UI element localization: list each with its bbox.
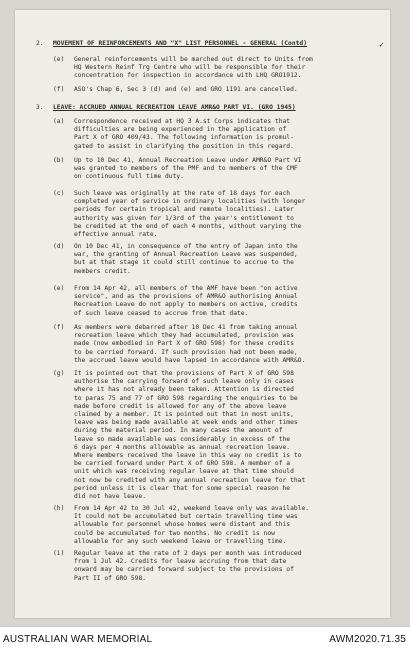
paragraph-line: on continuous full time duty. <box>74 173 184 181</box>
paragraph-label: (f) <box>53 324 65 331</box>
section-number: 2. <box>36 40 44 47</box>
paragraph-line: From 14 Apr 42 to 30 Jul 42, weekend leave only was available. <box>74 505 310 512</box>
paragraph-line: to be carried forward. If such provision had not been made, <box>74 348 298 356</box>
paragraph-line: period unless it is clear that for some special reason he <box>74 484 291 492</box>
paragraph-label: (d) <box>53 243 65 250</box>
paragraph-line: From 14 Apr 42, all members of the AMF have been "on active <box>74 285 298 292</box>
paragraph-line: recreation leave which they had accumulated, provision was <box>74 332 294 340</box>
paragraph-label: (g) <box>53 370 65 377</box>
paragraph-line: periods for certain tropical and remote localities). Later <box>74 206 294 214</box>
paragraph-line: As members were debarred after 10 Dec 41 from taking annual <box>74 324 298 331</box>
paragraph-label: (a) <box>53 118 65 125</box>
paragraph-line: members credit. <box>74 267 131 275</box>
paragraph-label: (f) <box>53 86 65 93</box>
paragraph-line: was granted to members of the PMF and to members of the CMF <box>74 165 298 173</box>
paragraph-line: be credited at the end of each 4 months, without varying the <box>74 222 302 230</box>
paragraph-line: ASO's Chap 6, Sec 3 (d) and (e) and GRO 1191 are cancelled. <box>74 86 298 93</box>
paragraph-line: General reinforcements will be marched out direct to Units from <box>74 56 313 63</box>
paragraph-line: during the material period. In many cases the amount of <box>74 427 283 435</box>
paragraph-label: (h) <box>53 505 65 512</box>
paragraph-line: onward may be carried forward subject to the provisions of <box>74 566 294 574</box>
paragraph-line: leave was being made available at week ends and other times <box>74 419 298 427</box>
paragraph-line: be carried forward under Part X of GRO 598. A member of a <box>74 460 291 468</box>
section-heading: MOVEMENT OF REINFORCEMENTS AND "X" LIST PERSONNEL - GENERAL (Contd) <box>53 40 308 47</box>
paragraph-line: allowable for any such weekend leave or travelling time. <box>74 537 287 545</box>
paragraph-line: Regular leave at the rate of 2 days per month was introduced <box>74 550 302 557</box>
paragraph-line: On 10 Dec 41, in consequence of the entry of Japan into the <box>74 243 298 250</box>
document-page <box>15 10 390 618</box>
paragraph-line: unit which was receiving regular leave at that time should <box>74 468 294 476</box>
paragraph-line: Correspondence received at HQ 3 A.st Corps indicates that <box>74 118 291 125</box>
paragraph-line: from 1 Jul 42. Credits for leave accruing from that date <box>74 558 287 566</box>
paragraph-line: to paras 75 and 77 of GRO 598 regarding the enquiries to be <box>74 394 298 402</box>
footer-institution: AUSTRALIAN WAR MEMORIAL <box>3 634 153 645</box>
paragraph-line: did not have leave. <box>74 493 147 500</box>
paragraph-line: made (now embodied in Part X of GRO 598) for these credits <box>74 340 294 348</box>
paragraph-line: made before credit is allowed for any of the above leave <box>74 402 287 410</box>
paragraph-label: (i) <box>53 550 65 557</box>
paragraph-label: (e) <box>53 285 65 292</box>
paragraph-line: concentration for inspection in accordance with LHQ GRO1912. <box>74 72 302 80</box>
paragraph-line: Recreation Leave do not apply to members on active, credits <box>74 301 298 309</box>
paragraph-line: Up to 10 Dec 41, Annual Recreation Leave under AMR&O Part VI <box>74 157 302 164</box>
paragraph-line: not now be credited with any annual recreation leave for that <box>74 476 306 484</box>
paragraph-line: Part II of GRO 598. <box>74 574 147 582</box>
paragraph-line: service", and as the provisions of AMR&O authorising Annual <box>74 293 298 301</box>
paragraph-label: (e) <box>53 56 65 63</box>
paragraph-line: gated to assist in clarifying the position in this regard. <box>74 142 294 150</box>
paragraph-line: effective annual rate. <box>74 231 158 238</box>
paragraph-line: 6 days per 4 months allowable as annual recreation leave. <box>74 443 291 451</box>
paragraph-line: claimed by a member. It is pointed out that in most units, <box>74 411 294 418</box>
paragraph-line: but at that stage it could still continue to accrue to the <box>74 259 294 267</box>
paragraph-line: It could not be accumulated but certain travelling time was <box>74 513 298 521</box>
paragraph-line: war, the granting of Annual Recreation Leave was suspended, <box>74 251 298 259</box>
paragraph-line: difficulties are being experienced in the application of <box>74 126 287 134</box>
paragraph-line: Part X of GRO 409/43. The following information is promul- <box>74 134 294 142</box>
paragraph-line: could be accumulated for two months. No credit is now <box>74 529 275 537</box>
paragraph-line: the accrued leave would have lapsed in accordance with AMR&O. <box>74 356 306 364</box>
footer-accession: AWM2020.71.35 <box>329 634 406 645</box>
corner-mark: ✓ <box>379 40 384 49</box>
section-number: 3. <box>36 104 44 111</box>
paragraph-line: completed year of service in ordinary localities (with longer <box>74 198 306 206</box>
paragraph-line: authority was given for 1/3rd of the year's entitlement to <box>74 214 294 222</box>
paragraph-line: Such leave was originally at the rate of 18 days for each <box>74 190 291 197</box>
footer-bar <box>0 626 410 654</box>
paragraph-line: Where members received the leave in this way no credit is to <box>74 452 302 459</box>
paragraph-label: (b) <box>53 157 65 164</box>
section-heading: LEAVE: ACCRUED ANNUAL RECREATION LEAVE AMR&O PART VI. (GRO 1945) <box>53 104 296 111</box>
paragraph-line: HQ Western Reinf Trg Centre who will be responsible for their <box>74 64 306 72</box>
paragraph-line: authorise the carrying forward of such leave only in cases <box>74 378 294 386</box>
paragraph-line: It is pointed out that the provisions of Part X of GRO 598 <box>74 370 294 377</box>
paragraph-line: allowable for personnel whose homes were distant and this <box>74 521 291 529</box>
paragraph-label: (c) <box>53 190 65 197</box>
paragraph-line: of such leave ceased to accrue from that date. <box>74 309 249 317</box>
paragraph-line: leave so made available was considerably in excess of the <box>74 435 291 443</box>
paragraph-line: where it has not already been taken. Attention is directed <box>74 386 294 394</box>
